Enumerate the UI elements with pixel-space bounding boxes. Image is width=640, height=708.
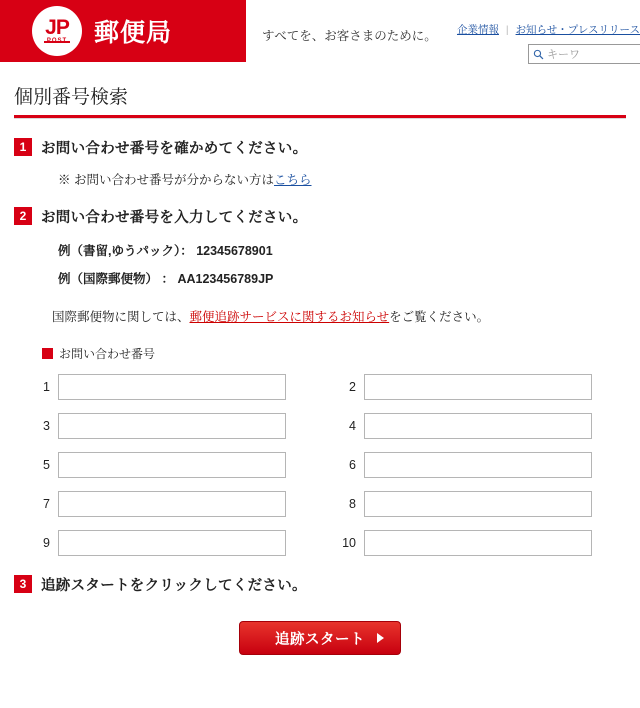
page-title-section	[0, 82, 640, 115]
logo-wordmark: 郵便局	[94, 19, 173, 47]
tracking-start-button-label: 追跡スタート	[275, 631, 365, 648]
step-1-number: 1	[14, 138, 32, 156]
tracking-field-10	[324, 530, 626, 556]
international-notice	[52, 307, 626, 325]
tracking-input-2[interactable]	[364, 374, 592, 400]
tracking-input-6[interactable]	[364, 452, 592, 478]
step-1	[14, 137, 626, 158]
tracking-field-3	[14, 413, 324, 439]
title-rule-thin	[14, 118, 626, 119]
tracking-field-7-index: 7	[43, 497, 50, 511]
tracking-field-4	[324, 413, 626, 439]
tracking-field-9-index: 9	[43, 536, 50, 550]
arrow-right-icon	[377, 633, 384, 643]
international-notice-link[interactable]: 郵便追跡サービスに関するお知らせ	[189, 310, 390, 324]
step-3-number: 3	[14, 575, 32, 593]
tracking-field-2	[324, 374, 626, 400]
header-link-company-info[interactable]: 企業情報	[456, 24, 499, 36]
logo-bar	[44, 41, 70, 43]
tracking-input-3[interactable]	[58, 413, 286, 439]
header-link-separator: |	[505, 24, 509, 36]
international-notice-suffix: をご覧ください。	[389, 310, 490, 324]
red-square-icon	[42, 348, 53, 359]
tracking-input-grid	[14, 374, 626, 556]
tracking-field-1	[14, 374, 324, 400]
header-tagline: すべてを、お客さまのために。	[262, 29, 437, 43]
step-1-note-link[interactable]: こちら	[273, 173, 312, 187]
submit-area	[14, 621, 626, 655]
step-1-note	[58, 170, 626, 188]
example-international: 例（国際郵便物） ： AA123456789JP	[58, 272, 274, 286]
tracking-field-1-index: 1	[43, 380, 50, 394]
example-domestic: 例（書留,ゆうパック）： 12345678901	[58, 244, 273, 258]
tracking-number-legend	[42, 345, 626, 362]
step-1-note-prefix: ※ お問い合わせ番号が分からない方は	[58, 173, 274, 187]
tracking-input-5[interactable]	[58, 452, 286, 478]
site-header	[0, 0, 640, 62]
step-3-label: 追跡スタートをクリックしてください。	[41, 578, 307, 594]
tracking-field-9	[14, 530, 324, 556]
tracking-field-3-index: 3	[43, 419, 50, 433]
tracking-input-4[interactable]	[364, 413, 592, 439]
search-placeholder: キーワ	[547, 49, 580, 61]
logo-block[interactable]	[0, 0, 246, 62]
tracking-field-7	[14, 491, 324, 517]
tracking-field-5	[14, 452, 324, 478]
page-title: 個別番号検索	[14, 87, 129, 108]
tracking-input-8[interactable]	[364, 491, 592, 517]
tracking-input-1[interactable]	[58, 374, 286, 400]
step-2-label: お問い合わせ番号を入力してください。	[41, 210, 308, 226]
step-2	[14, 206, 626, 227]
tracking-number-legend-label: お問い合わせ番号	[59, 347, 156, 361]
tracking-start-button[interactable]	[239, 621, 401, 655]
tracking-field-5-index: 5	[43, 458, 50, 472]
international-notice-prefix: 国際郵便物に関しては、	[52, 310, 190, 324]
search-input[interactable]	[528, 44, 640, 64]
tracking-input-10[interactable]	[364, 530, 592, 556]
tracking-field-6	[324, 452, 626, 478]
tracking-field-4-index: 4	[349, 419, 356, 433]
tracking-field-2-index: 2	[349, 380, 356, 394]
search-icon	[533, 49, 544, 60]
header-link-news-releases[interactable]: お知らせ・プレスリリース	[515, 24, 640, 36]
step-1-label: お問い合わせ番号を確かめてください。	[41, 141, 308, 157]
tracking-field-10-index: 10	[342, 536, 356, 550]
logo-letters: JP	[45, 16, 69, 39]
step-2-number: 2	[14, 207, 32, 225]
main-content	[0, 137, 640, 655]
tracking-input-7[interactable]	[58, 491, 286, 517]
tracking-input-9[interactable]	[58, 530, 286, 556]
japan-post-logo-icon	[32, 6, 82, 56]
header-links	[457, 22, 640, 37]
tracking-field-8	[324, 491, 626, 517]
tracking-field-6-index: 6	[349, 458, 356, 472]
step-3	[14, 574, 626, 595]
tracking-field-8-index: 8	[349, 497, 356, 511]
